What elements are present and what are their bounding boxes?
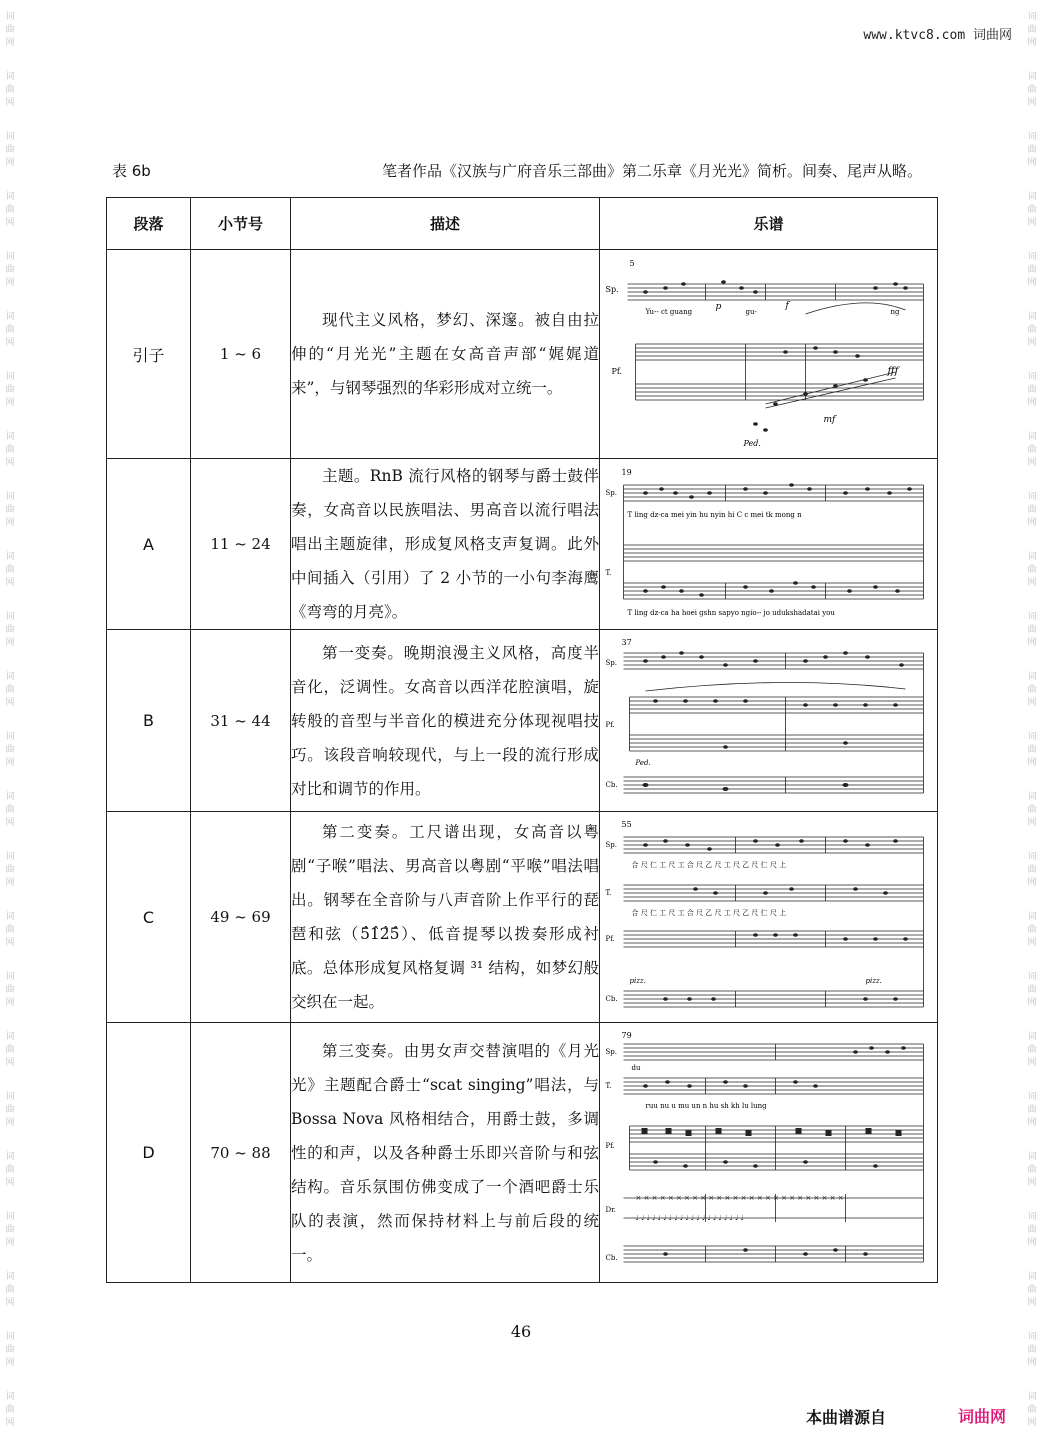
side-watermark-char: 网	[1027, 337, 1037, 348]
performance-mark: pizz.	[629, 977, 646, 985]
side-watermark-char: 网	[1027, 457, 1037, 468]
side-watermark-unit	[2, 840, 18, 900]
side-watermark-unit	[2, 780, 18, 840]
side-watermark-unit	[2, 660, 18, 720]
side-watermark-char: 曲	[1027, 504, 1037, 515]
description-cell	[291, 630, 600, 812]
score-lyric: T ling dz-ca ha hoei gshn sapyo ngio-- jo udukshadatai you	[627, 609, 835, 617]
side-watermark-char: 词	[5, 911, 15, 922]
side-watermark-char: 网	[5, 337, 15, 348]
side-watermark-char: 曲	[1027, 204, 1037, 215]
side-watermark-char: 网	[1027, 97, 1037, 108]
side-watermark-char: 曲	[5, 684, 15, 695]
side-watermark-char: 网	[5, 1177, 15, 1188]
section-cell: B	[107, 630, 191, 812]
side-watermark-char: 词	[1027, 1391, 1037, 1402]
table-caption-text: 笔者作品《汉族与广府音乐三部曲》第二乐章《月光光》简析。间奏、尾声从略。	[381, 162, 922, 180]
bars-cell: 49 ~ 69	[191, 812, 291, 1023]
score-staff-label: T.	[605, 889, 612, 897]
side-watermark-char: 曲	[1027, 1404, 1037, 1415]
score-cell	[600, 250, 938, 459]
side-watermark-char: 曲	[1027, 1224, 1037, 1235]
side-watermark-unit	[1024, 180, 1040, 240]
score-excerpt	[600, 635, 937, 807]
side-watermark-char: 曲	[1027, 264, 1037, 275]
side-watermark-char: 网	[1027, 757, 1037, 768]
side-watermark-char: 词	[5, 791, 15, 802]
score-lyric: T ling dz-ca mei yin hu nyin hi C c mei tk mong n	[627, 511, 802, 519]
bars-cell: 1 ~ 6	[191, 250, 291, 459]
site-name: 词曲网	[972, 28, 1012, 43]
side-watermark-char: 曲	[5, 1224, 15, 1235]
side-watermark-char: 网	[5, 97, 15, 108]
score-lyric: Yu-- ct guang	[645, 308, 693, 316]
table-row	[107, 812, 938, 1023]
side-watermark-char: 词	[5, 1151, 15, 1162]
side-watermark-char: 词	[5, 131, 15, 142]
side-watermark-unit	[2, 240, 18, 300]
side-watermark-char: 词	[1027, 71, 1037, 82]
side-watermark-char: 词	[5, 971, 15, 982]
score-cell	[600, 459, 938, 630]
section-cell: D	[107, 1023, 191, 1283]
description-text: 第三变奏。由男女声交替演唱的《月光光》主题配合爵士“scat singing”唱法，与 Bossa Nova 风格相结合，用爵士鼓，多调性的和声，以及各种爵士乐即兴音阶与和弦结构。音乐氛围仿佛变成了一个酒吧爵士乐队的表演，然而保持材料上与前后段的统一。	[291, 1041, 599, 1264]
side-watermark-char: 曲	[5, 144, 15, 155]
side-watermark-unit	[2, 600, 18, 660]
side-watermark-unit	[2, 1080, 18, 1140]
score-measure-number: 5	[629, 259, 635, 268]
score-staff-label: Pf.	[605, 720, 615, 729]
side-watermark-unit	[1024, 1140, 1040, 1200]
side-watermark-char: 词	[1027, 131, 1037, 142]
table-caption	[112, 158, 922, 184]
side-watermark-char: 网	[1027, 1297, 1037, 1308]
side-watermark-char: 词	[1027, 1031, 1037, 1042]
side-watermark-char: 词	[1027, 851, 1037, 862]
bars-cell: 11 ~ 24	[191, 459, 291, 630]
side-watermark-unit	[1024, 840, 1040, 900]
bars-cell: 70 ~ 88	[191, 1023, 291, 1283]
side-watermark-unit	[1024, 1260, 1040, 1320]
side-watermark-unit	[1024, 480, 1040, 540]
performance-mark: pizz.	[865, 977, 882, 985]
side-watermark-char: 曲	[5, 24, 15, 35]
side-watermark-unit	[1024, 900, 1040, 960]
section-cell: A	[107, 459, 191, 630]
side-watermark-char: 曲	[1027, 324, 1037, 335]
side-watermark-unit	[1024, 240, 1040, 300]
side-watermark-char: 词	[1027, 1331, 1037, 1342]
side-watermark-char: 词	[1027, 1211, 1037, 1222]
side-watermark-char: 曲	[5, 804, 15, 815]
dynamic-mark: p	[715, 302, 722, 312]
side-watermark-char: 词	[5, 1091, 15, 1102]
side-watermark-char: 词	[5, 1391, 15, 1402]
side-watermark-char: 词	[5, 71, 15, 82]
svg-text:♩ ♩ ♩ ♩ ♩ ♩ ♩ ♩ ♩ ♩ ♩ ♩ ♩ ♩ ♩: ♩ ♩ ♩ ♩ ♩ ♩ ♩ ♩ ♩ ♩ ♩ ♩ ♩ ♩ ♩ ♩ ♩ ♩ ♩ ♩	[635, 1213, 744, 1222]
side-watermark-char: 网	[5, 157, 15, 168]
score-staff-label: Sp.	[605, 489, 618, 497]
description-cell	[291, 459, 600, 630]
side-watermark-char: 曲	[1027, 444, 1037, 455]
side-watermark-char: 词	[1027, 791, 1037, 802]
side-watermark-unit	[1024, 660, 1040, 720]
side-watermark-char: 词	[5, 1031, 15, 1042]
side-watermark-char: 网	[5, 577, 15, 588]
side-watermark-char: 词	[1027, 311, 1037, 322]
side-watermark-char: 词	[1027, 1091, 1037, 1102]
side-watermark-char: 网	[5, 1117, 15, 1128]
side-watermark-char: 词	[5, 851, 15, 862]
side-watermark-char: 词	[5, 311, 15, 322]
description-text: 现代主义风格，梦幻、深邃。被自由拉伸的“月光光”主题在女高音声部“娓娓道来”，与钢琴强烈的华彩形成对立统一。	[291, 311, 599, 397]
table-label: 表 6b	[112, 162, 151, 180]
side-watermark-char: 词	[5, 611, 15, 622]
score-measure-number: 55	[621, 820, 632, 829]
side-watermark-char: 词	[1027, 371, 1037, 382]
side-watermark-char: 网	[5, 1357, 15, 1368]
side-watermark-char: 曲	[1027, 84, 1037, 95]
side-watermark-char: 词	[1027, 731, 1037, 742]
side-watermark-unit	[1024, 120, 1040, 180]
score-lyric: 合 尺 仁 工 尺 工 合 尺 乙 尺 工 尺 乙 尺 仁 尺 上	[631, 861, 787, 869]
side-watermark-char: 曲	[1027, 624, 1037, 635]
side-watermark-char: 网	[1027, 277, 1037, 288]
side-watermark-char: 词	[5, 251, 15, 262]
side-watermark-char: 词	[5, 431, 15, 442]
side-watermark-char: 词	[1027, 611, 1037, 622]
side-watermark-char: 词	[5, 1331, 15, 1342]
side-watermark-char: 曲	[5, 1104, 15, 1115]
side-watermark-char: 曲	[5, 444, 15, 455]
side-watermark-unit	[1024, 720, 1040, 780]
score-staff-label: T.	[605, 569, 612, 577]
side-watermark-unit	[1024, 0, 1040, 60]
score-excerpt	[600, 465, 937, 623]
side-watermark-unit	[1024, 360, 1040, 420]
description-text: 第一变奏。晚期浪漫主义风格，高度半音化，泛调性。女高音以西洋花腔演唱，旋转般的音型与半音化的模进充分体现视唱技巧。该段音响较现代，与上一段的流行形成对比和调节的作用。	[291, 643, 599, 798]
side-watermark-char: 网	[5, 1417, 15, 1428]
side-watermark-char: 网	[5, 937, 15, 948]
side-watermark-unit	[2, 900, 18, 960]
side-watermark-char: 曲	[5, 204, 15, 215]
side-watermark-char: 网	[5, 397, 15, 408]
section-cell: 引子	[107, 250, 191, 459]
side-watermark-char: 曲	[5, 324, 15, 335]
side-watermark-char: 网	[5, 1057, 15, 1068]
score-staff-label: Pf.	[605, 1141, 615, 1150]
side-watermark-char: 网	[5, 997, 15, 1008]
side-watermark-char: 网	[5, 637, 15, 648]
side-watermark-char: 曲	[5, 984, 15, 995]
score-staff-label: Cb.	[605, 1253, 618, 1262]
header-bars: 小节号	[191, 198, 291, 250]
score-cell	[600, 1023, 938, 1283]
side-watermark-char: 曲	[1027, 24, 1037, 35]
side-watermark-char: 网	[1027, 37, 1037, 48]
side-watermark-char: 网	[5, 757, 15, 768]
side-watermark-char: 词	[5, 551, 15, 562]
side-watermark-char: 网	[1027, 697, 1037, 708]
page-number: 46	[510, 1322, 532, 1341]
side-watermark-unit	[2, 180, 18, 240]
side-watermark-char: 词	[5, 1271, 15, 1282]
side-watermark-char: 曲	[5, 564, 15, 575]
description-text: 第二变奏。工尺谱出现，女高音以粤剧“子喉”唱法、男高音以粤剧“平喉”唱法唱出。钢琴在全音阶与八声音阶上作平行的琵琶和弦（5̂1̂2̂5̂）、低音提琴以拨奏形成衬底。总体形成复风格复调 ³¹ 结构，如梦幻般交织在一起。	[291, 823, 599, 1011]
side-watermark-char: 词	[5, 191, 15, 202]
side-watermark-char: 曲	[5, 624, 15, 635]
score-staff-label: Cb.	[605, 780, 618, 789]
score-staff-label: Cb.	[605, 995, 618, 1003]
side-watermark-char: 词	[5, 731, 15, 742]
side-watermark-char: 词	[1027, 1151, 1037, 1162]
side-watermark-char: 词	[1027, 911, 1037, 922]
side-watermark-char: 网	[5, 877, 15, 888]
side-watermark-char: 词	[5, 371, 15, 382]
side-watermark-char: 网	[1027, 997, 1037, 1008]
score-lyric: du	[631, 1063, 641, 1072]
side-watermark-unit	[1024, 1020, 1040, 1080]
side-watermark-unit	[2, 1020, 18, 1080]
header-description: 描述	[291, 198, 600, 250]
score-staff-label: Sp.	[605, 841, 618, 849]
side-watermark-char: 曲	[1027, 1164, 1037, 1175]
side-watermark-char: 曲	[5, 1164, 15, 1175]
side-watermark-unit	[1024, 600, 1040, 660]
side-watermark-char: 词	[5, 1211, 15, 1222]
score-lyric: ruu nu u mu un n hu sh kh lu lung	[645, 1101, 767, 1110]
side-watermark-unit	[2, 1200, 18, 1260]
side-watermark-char: 网	[1027, 1357, 1037, 1368]
score-cell	[600, 630, 938, 812]
side-watermark-unit	[2, 60, 18, 120]
score-staff-label: Sp.	[605, 658, 618, 667]
side-watermark-char: 词	[1027, 1271, 1037, 1282]
score-staff-label: Dr.	[605, 1205, 616, 1214]
table-row	[107, 459, 938, 630]
score-staff-label: T.	[605, 1081, 612, 1090]
score-lyric: gu-	[745, 308, 757, 316]
score-measure-number: 19	[621, 468, 632, 477]
analysis-table	[106, 197, 938, 1283]
left-watermark-strip	[2, 0, 18, 1453]
dynamic-mark: fff	[887, 366, 899, 377]
side-watermark-char: 曲	[1027, 744, 1037, 755]
side-watermark-char: 网	[5, 457, 15, 468]
score-lyric: 合 尺 仁 工 尺 工 合 尺 乙 尺 工 尺 乙 尺 仁 尺 上	[631, 909, 787, 917]
side-watermark-unit	[1024, 1080, 1040, 1140]
side-watermark-char: 网	[1027, 217, 1037, 228]
footer-source-label: 本曲谱源自	[806, 1408, 887, 1427]
side-watermark-unit	[2, 540, 18, 600]
side-watermark-char: 网	[5, 697, 15, 708]
side-watermark-char: 曲	[5, 1284, 15, 1295]
side-watermark-unit	[1024, 540, 1040, 600]
side-watermark-char: 网	[1027, 1177, 1037, 1188]
score-cell	[600, 812, 938, 1023]
side-watermark-char: 网	[5, 217, 15, 228]
description-text: 主题。RnB 流行风格的钢琴与爵士鼓伴奏，女高音以民族唱法、男高音以流行唱法唱出主题旋律，形成复风格支声复调。此外中间插入（引用）了 2 小节的一小句李海鹰《弯弯的月亮》。	[291, 467, 599, 621]
side-watermark-char: 网	[5, 1237, 15, 1248]
header-score: 乐谱	[600, 198, 938, 250]
score-excerpt	[600, 254, 937, 454]
pedal-mark: Ped.	[743, 439, 761, 448]
side-watermark-char: 曲	[5, 264, 15, 275]
side-watermark-unit	[2, 480, 18, 540]
side-watermark-unit	[1024, 300, 1040, 360]
description-cell	[291, 812, 600, 1023]
side-watermark-char: 网	[1027, 577, 1037, 588]
side-watermark-unit	[1024, 1380, 1040, 1440]
side-watermark-unit	[2, 360, 18, 420]
right-watermark-strip	[1024, 0, 1040, 1453]
section-cell: C	[107, 812, 191, 1023]
side-watermark-char: 曲	[1027, 924, 1037, 935]
side-watermark-char: 网	[1027, 517, 1037, 528]
side-watermark-unit	[2, 300, 18, 360]
table-row	[107, 1023, 938, 1283]
site-watermark	[863, 24, 1012, 43]
side-watermark-char: 词	[1027, 11, 1037, 22]
side-watermark-char: 网	[5, 277, 15, 288]
side-watermark-char: 曲	[5, 1404, 15, 1415]
score-staff-label: Sp.	[605, 285, 619, 294]
side-watermark-char: 曲	[1027, 984, 1037, 995]
side-watermark-char: 网	[1027, 1417, 1037, 1428]
side-watermark-char: 词	[1027, 671, 1037, 682]
side-watermark-unit	[1024, 420, 1040, 480]
score-excerpt	[600, 1028, 937, 1278]
side-watermark-char: 网	[1027, 637, 1037, 648]
pedal-mark: Ped.	[635, 758, 651, 767]
side-watermark-char: 词	[5, 11, 15, 22]
footer-logo: 词曲网	[958, 1407, 1007, 1426]
score-staff-label: Pf.	[611, 367, 623, 376]
side-watermark-unit	[2, 1380, 18, 1440]
side-watermark-char: 词	[5, 671, 15, 682]
side-watermark-unit	[1024, 1200, 1040, 1260]
score-staff-label: Pf.	[605, 935, 615, 943]
side-watermark-unit	[2, 420, 18, 480]
side-watermark-char: 曲	[1027, 564, 1037, 575]
side-watermark-char: 网	[5, 37, 15, 48]
side-watermark-unit	[2, 720, 18, 780]
score-lyric: ng	[890, 308, 900, 316]
score-staff-label: Sp.	[605, 1047, 618, 1056]
side-watermark-char: 网	[5, 517, 15, 528]
side-watermark-char: 网	[1027, 937, 1037, 948]
side-watermark-unit	[1024, 780, 1040, 840]
side-watermark-char: 曲	[1027, 864, 1037, 875]
side-watermark-char: 曲	[1027, 384, 1037, 395]
side-watermark-char: 曲	[5, 864, 15, 875]
score-measure-number: 37	[621, 637, 632, 647]
score-excerpt	[600, 817, 937, 1017]
side-watermark-char: 网	[1027, 397, 1037, 408]
table-header-row	[107, 198, 938, 250]
dynamic-mark: mf	[823, 415, 836, 425]
table-row	[107, 250, 938, 459]
side-watermark-char: 词	[1027, 431, 1037, 442]
side-watermark-char: 词	[1027, 491, 1037, 502]
side-watermark-unit	[2, 1260, 18, 1320]
side-watermark-char: 词	[1027, 191, 1037, 202]
side-watermark-char: 网	[1027, 1057, 1037, 1068]
side-watermark-char: 曲	[1027, 1284, 1037, 1295]
side-watermark-char: 词	[1027, 971, 1037, 982]
side-watermark-unit	[2, 960, 18, 1020]
side-watermark-char: 曲	[1027, 144, 1037, 155]
side-watermark-char: 网	[1027, 157, 1037, 168]
header-section: 段落	[107, 198, 191, 250]
side-watermark-char: 曲	[5, 1344, 15, 1355]
side-watermark-char: 网	[5, 1297, 15, 1308]
side-watermark-char: 曲	[5, 744, 15, 755]
description-cell	[291, 1023, 600, 1283]
side-watermark-char: 曲	[5, 384, 15, 395]
side-watermark-unit	[2, 1140, 18, 1200]
svg-text:× × × × × × × × × × × × × × ×: × × × × × × × × × × × × × × × × × × × × × × × × × ×	[635, 1193, 844, 1202]
side-watermark-char: 曲	[1027, 1344, 1037, 1355]
side-watermark-char: 词	[1027, 551, 1037, 562]
side-watermark-char: 网	[1027, 1237, 1037, 1248]
side-watermark-char: 曲	[5, 1044, 15, 1055]
side-watermark-char: 曲	[5, 84, 15, 95]
side-watermark-char: 网	[1027, 1117, 1037, 1128]
side-watermark-char: 网	[1027, 877, 1037, 888]
description-cell	[291, 250, 600, 459]
side-watermark-unit	[2, 120, 18, 180]
side-watermark-char: 曲	[5, 924, 15, 935]
side-watermark-char: 曲	[5, 504, 15, 515]
side-watermark-unit	[1024, 960, 1040, 1020]
bars-cell: 31 ~ 44	[191, 630, 291, 812]
score-measure-number: 79	[621, 1030, 632, 1040]
side-watermark-char: 词	[1027, 251, 1037, 262]
side-watermark-char: 词	[5, 491, 15, 502]
table-row	[107, 630, 938, 812]
side-watermark-unit	[2, 0, 18, 60]
side-watermark-unit	[1024, 60, 1040, 120]
side-watermark-char: 曲	[1027, 1044, 1037, 1055]
side-watermark-char: 曲	[1027, 804, 1037, 815]
side-watermark-char: 网	[1027, 817, 1037, 828]
side-watermark-char: 曲	[1027, 1104, 1037, 1115]
site-url: www.ktvc8.com	[863, 28, 966, 43]
side-watermark-char: 曲	[1027, 684, 1037, 695]
dynamic-mark: f	[785, 301, 789, 311]
side-watermark-char: 网	[5, 817, 15, 828]
